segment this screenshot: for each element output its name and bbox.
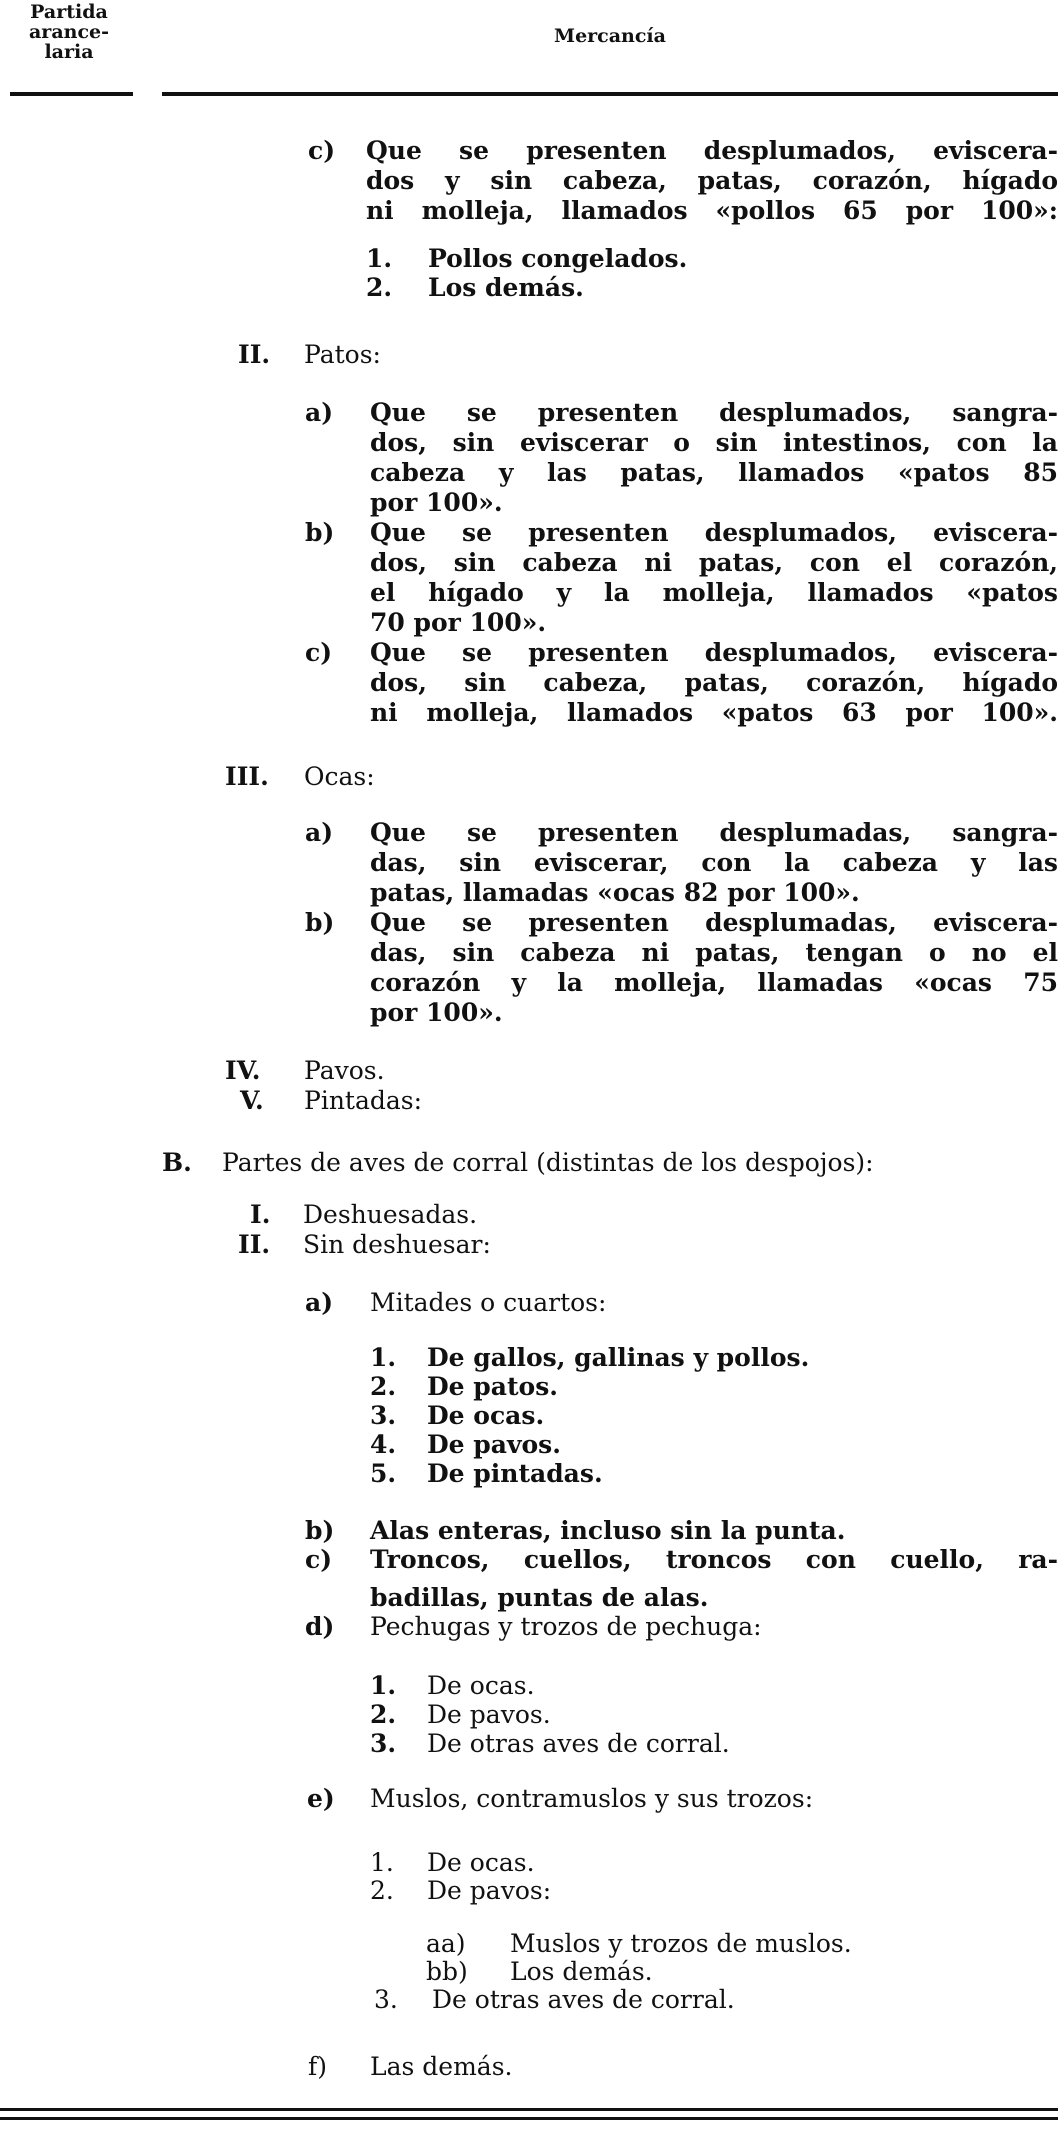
- item-text-line: Que se presenten desplumadas, eviscera-: [370, 908, 1058, 937]
- section-title: Partes de aves de corral (distintas de los despojos):: [222, 1148, 874, 1177]
- section-label: III.: [225, 762, 269, 791]
- header-rule-left: [10, 92, 133, 96]
- item-text-line: Que se presenten desplumados, eviscera-: [370, 638, 1058, 667]
- item-text: De ocas.: [427, 1848, 535, 1877]
- column-header-mercancia: Mercancía: [554, 25, 666, 47]
- item-label: a): [305, 818, 334, 847]
- item-text: Los demás.: [428, 273, 584, 302]
- item-text: De ocas.: [427, 1401, 545, 1430]
- item-label: 2.: [370, 1700, 397, 1729]
- item-text: Los demás.: [510, 1957, 653, 1986]
- item-label: f): [308, 2052, 328, 2081]
- section-title: Patos:: [304, 340, 381, 369]
- item-text-line: Que se presenten desplumados, eviscera-: [366, 136, 1058, 165]
- item-text-line: el hígado y la molleja, llamados «patos: [370, 578, 1058, 607]
- item-text: De otras aves de corral.: [427, 1729, 730, 1758]
- item-text-line: por 100».: [370, 488, 503, 517]
- item-label: d): [305, 1612, 335, 1641]
- section-label: II.: [238, 340, 271, 369]
- item-text: De patos.: [427, 1372, 558, 1401]
- section-label: I.: [250, 1200, 271, 1229]
- item-text-line: ni molleja, llamados «patos 63 por 100».: [370, 698, 1058, 727]
- item-label: b): [305, 908, 335, 937]
- item-label: bb): [426, 1957, 468, 1986]
- item-label: 3.: [370, 1729, 397, 1758]
- item-text-line: ni molleja, llamados «pollos 65 por 100»:: [366, 196, 1058, 225]
- item-label: 1.: [366, 244, 393, 273]
- item-text-line: dos y sin cabeza, patas, corazón, hígado: [366, 166, 1058, 195]
- item-text-line: das, sin eviscerar, con la cabeza y las: [370, 848, 1058, 877]
- item-text: De pavos:: [427, 1876, 552, 1905]
- item-text: De pavos.: [427, 1700, 551, 1729]
- item-label: 1.: [370, 1343, 397, 1372]
- section-title: Pintadas:: [304, 1086, 423, 1115]
- section-label: IV.: [225, 1056, 261, 1085]
- item-text-line: Que se presenten desplumadas, sangra-: [370, 818, 1058, 847]
- item-text-line: dos, sin eviscerar o sin intestinos, con la: [370, 428, 1058, 457]
- item-label: b): [305, 1516, 335, 1545]
- section-title: Sin deshuesar:: [303, 1230, 491, 1259]
- item-text-line: badillas, puntas de alas.: [370, 1583, 709, 1612]
- item-text-line: dos, sin cabeza, patas, corazón, hígado: [370, 668, 1058, 697]
- item-label: 2.: [366, 273, 393, 302]
- section-title: Pavos.: [304, 1056, 385, 1085]
- item-text-line: 70 por 100».: [370, 608, 547, 637]
- item-text-line: corazón y la molleja, llamadas «ocas 75: [370, 968, 1058, 997]
- item-label: 1.: [370, 1671, 397, 1700]
- section-title: Ocas:: [304, 762, 375, 791]
- item-text: De pintadas.: [427, 1459, 603, 1488]
- item-label: 1.: [370, 1848, 394, 1877]
- item-label: 2.: [370, 1372, 397, 1401]
- item-label: 3.: [370, 1401, 397, 1430]
- item-label: b): [305, 518, 335, 547]
- section-label: B.: [162, 1148, 192, 1177]
- item-text: De ocas.: [427, 1671, 535, 1700]
- item-text: De pavos.: [427, 1430, 561, 1459]
- header-line: Partida: [30, 1, 108, 23]
- item-label: 4.: [370, 1430, 397, 1459]
- item-text: Alas enteras, incluso sin la punta.: [370, 1516, 846, 1545]
- item-text: Las demás.: [370, 2052, 513, 2081]
- item-label: c): [305, 1545, 333, 1574]
- item-label: 5.: [370, 1459, 397, 1488]
- section-title: Deshuesadas.: [303, 1200, 478, 1229]
- header-line: arance-: [29, 21, 109, 43]
- header-line: laria: [44, 41, 94, 63]
- header-rule-right: [162, 92, 1058, 96]
- item-text: Muslos, contramuslos y sus trozos:: [370, 1784, 814, 1813]
- column-header-partida: [14, 2, 124, 62]
- item-text: Pechugas y trozos de pechuga:: [370, 1612, 762, 1641]
- footer-rule-bottom: [0, 2117, 1058, 2120]
- footer-rule-top: [0, 2108, 1058, 2111]
- item-text: Pollos congelados.: [428, 244, 688, 273]
- section-label: V.: [240, 1086, 264, 1115]
- item-text: Mitades o cuartos:: [370, 1288, 607, 1317]
- item-label: c): [305, 638, 333, 667]
- item-text: De otras aves de corral.: [432, 1985, 735, 2014]
- section-label: II.: [238, 1230, 271, 1259]
- item-label: 3.: [374, 1985, 398, 2014]
- item-label: 2.: [370, 1876, 394, 1905]
- item-text: De gallos, gallinas y pollos.: [427, 1343, 810, 1372]
- item-text-line: das, sin cabeza ni patas, tengan o no el: [370, 938, 1058, 967]
- item-text-line: Troncos, cuellos, troncos con cuello, ra-: [370, 1545, 1058, 1574]
- item-label: e): [307, 1784, 335, 1813]
- item-text-line: Que se presenten desplumados, eviscera-: [370, 518, 1058, 547]
- item-text-line: patas, llamadas «ocas 82 por 100».: [370, 878, 860, 907]
- item-label: a): [305, 398, 334, 427]
- item-text: Muslos y trozos de muslos.: [510, 1929, 852, 1958]
- item-text-line: Que se presenten desplumados, sangra-: [370, 398, 1058, 427]
- item-label: a): [305, 1288, 334, 1317]
- item-label: aa): [426, 1929, 466, 1958]
- item-text-line: por 100».: [370, 998, 503, 1027]
- item-text-line: cabeza y las patas, llamados «patos 85: [370, 458, 1058, 487]
- item-text-line: dos, sin cabeza ni patas, con el corazón,: [370, 548, 1058, 577]
- item-label: c): [308, 136, 336, 165]
